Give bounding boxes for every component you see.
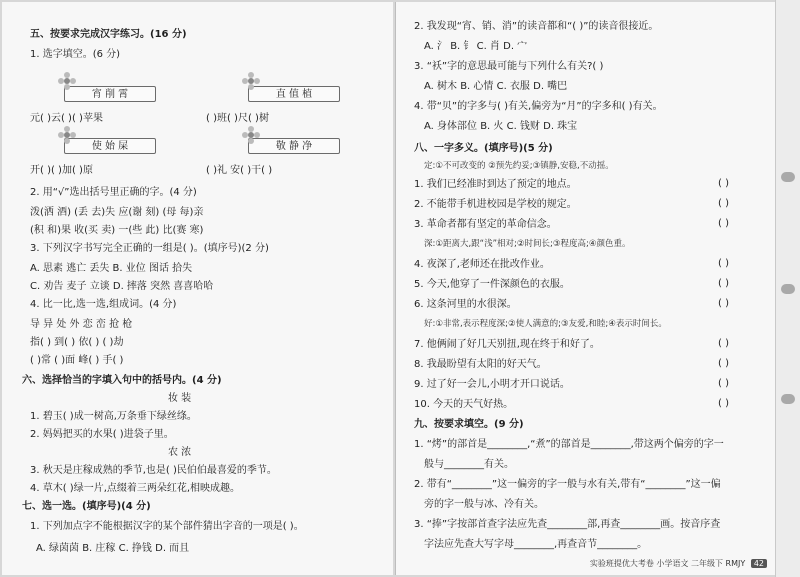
- q4-row1: 指( ) 到( ) 依( ) ( )劫: [30, 337, 124, 348]
- definition-hao: 好:①非常,表示程度深;②使人满意的;③友爱,和睦;④表示时间长。: [424, 319, 667, 329]
- page-footer: [590, 558, 767, 569]
- q4-row2: ( )常 ( )面 峰( ) 手( ): [30, 355, 124, 366]
- answer-paren: ( ): [718, 298, 729, 309]
- s6-pair-1: 妆 装: [168, 393, 192, 404]
- s7-q4-options: A. 身体部位 B. 火 C. 钱财 D. 珠宝: [424, 121, 578, 132]
- s8-q6: 6. 这条河里的水很深。: [414, 299, 517, 310]
- q1-title: 1. 选字填空。(6 分): [30, 49, 121, 60]
- s9-q1-a: 1. “烤”的部首是________,“煮”的部首是________,带这两个偏旁的字一: [414, 439, 724, 450]
- answer-paren: ( ): [718, 258, 729, 269]
- s8-q10: 10. 今天的天气好热。: [414, 399, 514, 410]
- s8-q2: 2. 不能带手机进校园是学校的规定。: [414, 199, 577, 210]
- s9-q3-a: 3. “捧”字按部首查字法应先查________部,再查________画。按音序查: [414, 519, 721, 530]
- s8-q9: 9. 过了好一会儿,小明才开口说话。: [414, 379, 570, 390]
- s9-q1-b: 般与________有关。: [424, 459, 514, 470]
- answer-paren: ( ): [718, 398, 729, 409]
- answer-paren: ( ): [718, 338, 729, 349]
- s6-q2: 2. 妈妈把买的水果( )进袋子里。: [30, 429, 174, 440]
- s8-q4: 4. 夜深了,老师还在批改作业。: [414, 259, 550, 270]
- s8-q7: 7. 他俩闹了好几天别扭,现在终于和好了。: [414, 339, 600, 350]
- q2-title: 2. 用“√”选出括号里正确的字。(4 分): [30, 187, 197, 198]
- q2-row1: 泼(洒 酒) (丢 去)失 应(谢 刻) (母 每)亲: [30, 207, 204, 218]
- s9-q3-b: 字法应先查大写字母________,再查音节________。: [424, 539, 648, 550]
- s6-q3: 3. 秋天是庄稼成熟的季节,也是( )民伯伯最喜爱的季节。: [30, 465, 277, 476]
- s8-q5: 5. 今天,他穿了一件深颜色的衣服。: [414, 279, 570, 290]
- page-edge-strip: [775, 0, 800, 577]
- s8-q8: 8. 我最盼望有太阳的好天气。: [414, 359, 547, 370]
- s7-q2: 2. 我发现“宵、销、消”的读音都和“( )”的读音很接近。: [414, 21, 659, 32]
- footer-text: 实验班提优大考卷 小学语文 二年级下 RMJY: [589, 559, 746, 568]
- s7-q1-options: A. 绿茵茵 B. 庄稼 C. 挣钱 D. 而且: [36, 543, 190, 554]
- s9-q2-b: 旁的字一般与冰、冷有关。: [424, 499, 544, 510]
- left-page: [2, 2, 393, 575]
- q2-row2: (积 和)果 收(买 卖) 一(些 此) 比(赛 寒): [30, 225, 204, 236]
- s8-q3: 3. 革命者都有坚定的革命信念。: [414, 219, 557, 230]
- answer-paren: ( ): [718, 378, 729, 389]
- section-6-title: 六、选择恰当的字填入句中的括号内。(4 分): [22, 375, 222, 386]
- q3-row2: C. 劝告 麦子 立谈 D. 摔落 突然 喜喜哈哈: [30, 281, 214, 292]
- answer-paren: ( ): [718, 358, 729, 369]
- answer-paren: ( ): [718, 198, 729, 209]
- s6-q4: 4. 草木( )绿一片,点缀着三两朵红花,相映成趣。: [30, 483, 241, 494]
- char-group-box-1: 宵 削 霄: [64, 86, 156, 102]
- q3-title: 3. 下列汉字书写完全正确的一组是( )。(填序号)(2 分): [30, 243, 269, 254]
- section-5-title: 五、按要求完成汉字练习。(16 分): [30, 29, 187, 40]
- s9-q2-a: 2. 带有“________”这一偏旁的字一般与水有关,带有“________”这一偏: [414, 479, 721, 490]
- s6-pair-2: 农 浓: [168, 447, 192, 458]
- q4-heads: 导 异 处 外 恋 峦 抢 枪: [30, 319, 133, 330]
- s7-q4: 4. 带“贝”的字多与( )有关,偏旁为“月”的字多和( )有关。: [414, 101, 663, 112]
- char-group-box-3: 使 始 屎: [64, 138, 156, 154]
- section-8-title: 八、一字多义。(填序号)(5 分): [414, 143, 553, 154]
- page-number: 42: [751, 559, 767, 568]
- q1-row1-left: 元( )云( )( )苹果: [30, 113, 103, 124]
- s7-q3-options: A. 树木 B. 心情 C. 衣服 D. 嘴巴: [424, 81, 568, 92]
- edge-tab-icon: [781, 172, 795, 182]
- answer-paren: ( ): [718, 218, 729, 229]
- definition-shen: 深:①距离大,跟“浅”相对;②时间长;③程度高;④颜色重。: [424, 239, 631, 249]
- q4-title: 4. 比一比,选一选,组成词。(4 分): [30, 299, 177, 310]
- flower-icon: [242, 72, 260, 90]
- q1-row1-right: ( )班( )尺( )树: [206, 113, 269, 124]
- s8-q1: 1. 我们已经准时到达了预定的地点。: [414, 179, 577, 190]
- flower-icon: [58, 72, 76, 90]
- definition-ding: 定:①不可改变的 ②预先约妥;③镇静,安稳,不动摇。: [424, 161, 614, 171]
- flower-icon: [242, 126, 260, 144]
- edge-tab-icon: [781, 394, 795, 404]
- q1-row2-right: ( )礼 安( )干( ): [206, 165, 273, 176]
- q3-row1: A. 思素 逃亡 丢失 B. 业位 图话 拾失: [30, 263, 193, 274]
- answer-paren: ( ): [718, 278, 729, 289]
- flower-icon: [58, 126, 76, 144]
- edge-tab-icon: [781, 284, 795, 294]
- s7-q2-options: A. 氵 B. 钅 C. 肖 D. 宀: [424, 41, 528, 52]
- section-9-title: 九、按要求填空。(9 分): [414, 419, 524, 430]
- section-7-title: 七、选一选。(填序号)(4 分): [22, 501, 151, 512]
- answer-paren: ( ): [718, 178, 729, 189]
- char-group-box-4: 敬 静 净: [248, 138, 340, 154]
- char-group-box-2: 直 值 植: [248, 86, 340, 102]
- right-page: [395, 2, 775, 575]
- q1-row2-left: 开( )( )加( )原: [30, 165, 93, 176]
- s7-q3: 3. “袄”字的意思最可能与下列什么有关?( ): [414, 61, 604, 72]
- s6-q1: 1. 碧玉( )成一树高,万条垂下绿丝绦。: [30, 411, 197, 422]
- s7-q1: 1. 下列加点字不能根据汉字的某个部件猜出字音的一项是( )。: [30, 521, 304, 532]
